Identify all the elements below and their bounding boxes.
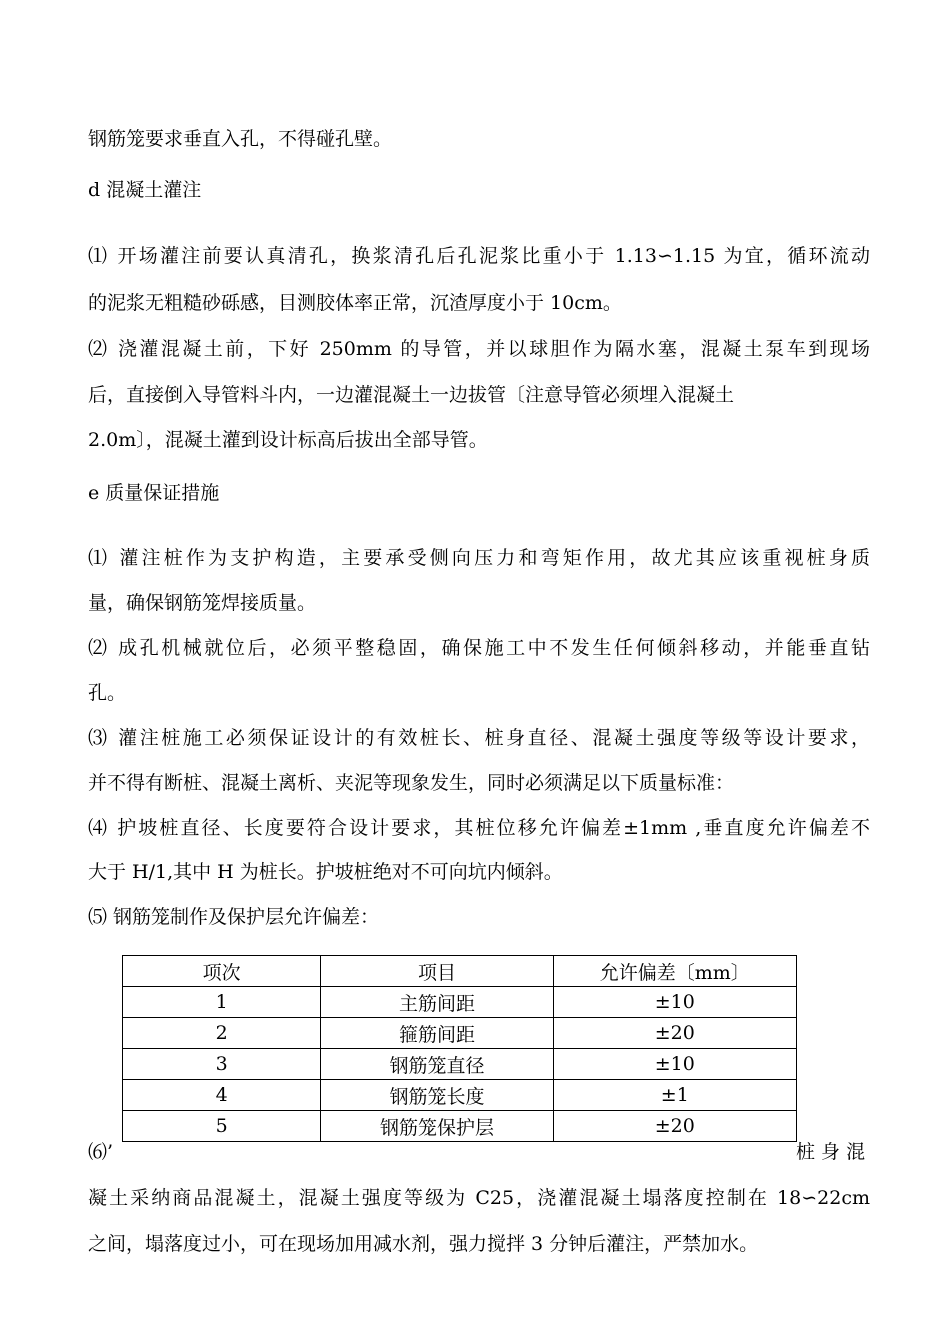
- paragraph-line: 凝土采纳商品混凝土，混凝土强度等级为 C25，浇灌混凝土塌落度控制在 18∽22cm: [88, 1187, 870, 1209]
- table-cell: ±20: [553, 1111, 796, 1142]
- item-number: ⑹’: [88, 1141, 114, 1163]
- table-cell: 4: [123, 1080, 321, 1111]
- table-cell: 1: [123, 987, 321, 1018]
- table-cell: ±1: [553, 1080, 796, 1111]
- paragraph-line: 量，确保钢筋笼焊接质量。: [88, 592, 317, 614]
- paragraph-line: ⑵ 浇灌混凝土前，下好 250mm 的导管，并以球胆作为隔水塞，混凝土泵车到现场: [88, 338, 870, 360]
- paragraph-line: ⑴ 开场灌注前要认真清孔，换浆清孔后孔泥浆比重小于 1.13∽1.15 为宜，循环流动: [88, 245, 870, 267]
- table-cell: ±10: [553, 1049, 796, 1080]
- paragraph-line: ⑴ 灌注桩作为支护构造，主要承受侧向压力和弯矩作用，故尤其应该重视桩身质: [88, 547, 870, 569]
- table-cell: 钢筋笼保护层: [321, 1111, 553, 1142]
- paragraph-line: ⑸ 钢筋笼制作及保护层允许偏差：: [88, 906, 380, 928]
- table-cell: 箍筋间距: [321, 1018, 553, 1049]
- paragraph-line: 的泥浆无粗糙砂砾感，目测胶体率正常，沉渣厚度小于 10cm。: [88, 292, 622, 314]
- section-heading: e 质量保证措施: [88, 482, 220, 504]
- paragraph-line: 之间，塌落度过小，可在现场加用减水剂，强力搅拌 3 分钟后灌注，严禁加水。: [88, 1233, 759, 1255]
- table-cell: 5: [123, 1111, 321, 1142]
- tolerance-table: [122, 955, 797, 1142]
- table-cell: 3: [123, 1049, 321, 1080]
- table-header-cell: 项次: [123, 956, 321, 987]
- paragraph-line: 并不得有断桩、混凝土离析、夹泥等现象发生，同时必须满足以下质量标准：: [88, 772, 735, 794]
- table-header-cell: 项目: [321, 956, 553, 987]
- paragraph-line: 钢筋笼要求垂直入孔，不得碰孔壁。: [88, 128, 393, 150]
- paragraph-line: ⑵ 成孔机械就位后，必须平整稳固，确保施工中不发生任何倾斜移动，并能垂直钻: [88, 637, 870, 659]
- table-cell: 钢筋笼长度: [321, 1080, 553, 1111]
- table-row: [123, 987, 797, 1018]
- table-cell: 2: [123, 1018, 321, 1049]
- table-cell: 钢筋笼直径: [321, 1049, 553, 1080]
- table-header-row: [123, 956, 797, 987]
- table-cell: ±20: [553, 1018, 796, 1049]
- paragraph-line: ⑷ 护坡桩直径、长度要符合设计要求，其桩位移允许偏差±1mm ,垂直度允许偏差不: [88, 817, 870, 839]
- paragraph-line: 孔。: [88, 682, 127, 704]
- paragraph-line: 大于 H/1,其中 H 为桩长。护坡桩绝对不可向坑内倾斜。: [88, 861, 563, 883]
- table-row: [123, 1018, 797, 1049]
- paragraph-line: 2.0m〕，混凝土灌到设计标高后拔出全部导管。: [88, 429, 488, 451]
- paragraph-line: ⑶ 灌注桩施工必须保证设计的有效桩长、桩身直径、混凝土强度等级等设计要求，: [88, 727, 870, 749]
- paragraph-line: 后，直接倒入导管料斗内，一边灌混凝土一边拔管〔注意导管必须埋入混凝土: [88, 384, 735, 406]
- section-heading: d 混凝土灌注: [88, 179, 202, 201]
- table-row: [123, 1111, 797, 1142]
- paragraph-line: 桩 身 混: [796, 1141, 866, 1163]
- table-header-cell: 允许偏差〔mm〕: [553, 956, 796, 987]
- table-cell: 主筋间距: [321, 987, 553, 1018]
- table-cell: ±10: [553, 987, 796, 1018]
- table-row: [123, 1049, 797, 1080]
- table-row: [123, 1080, 797, 1111]
